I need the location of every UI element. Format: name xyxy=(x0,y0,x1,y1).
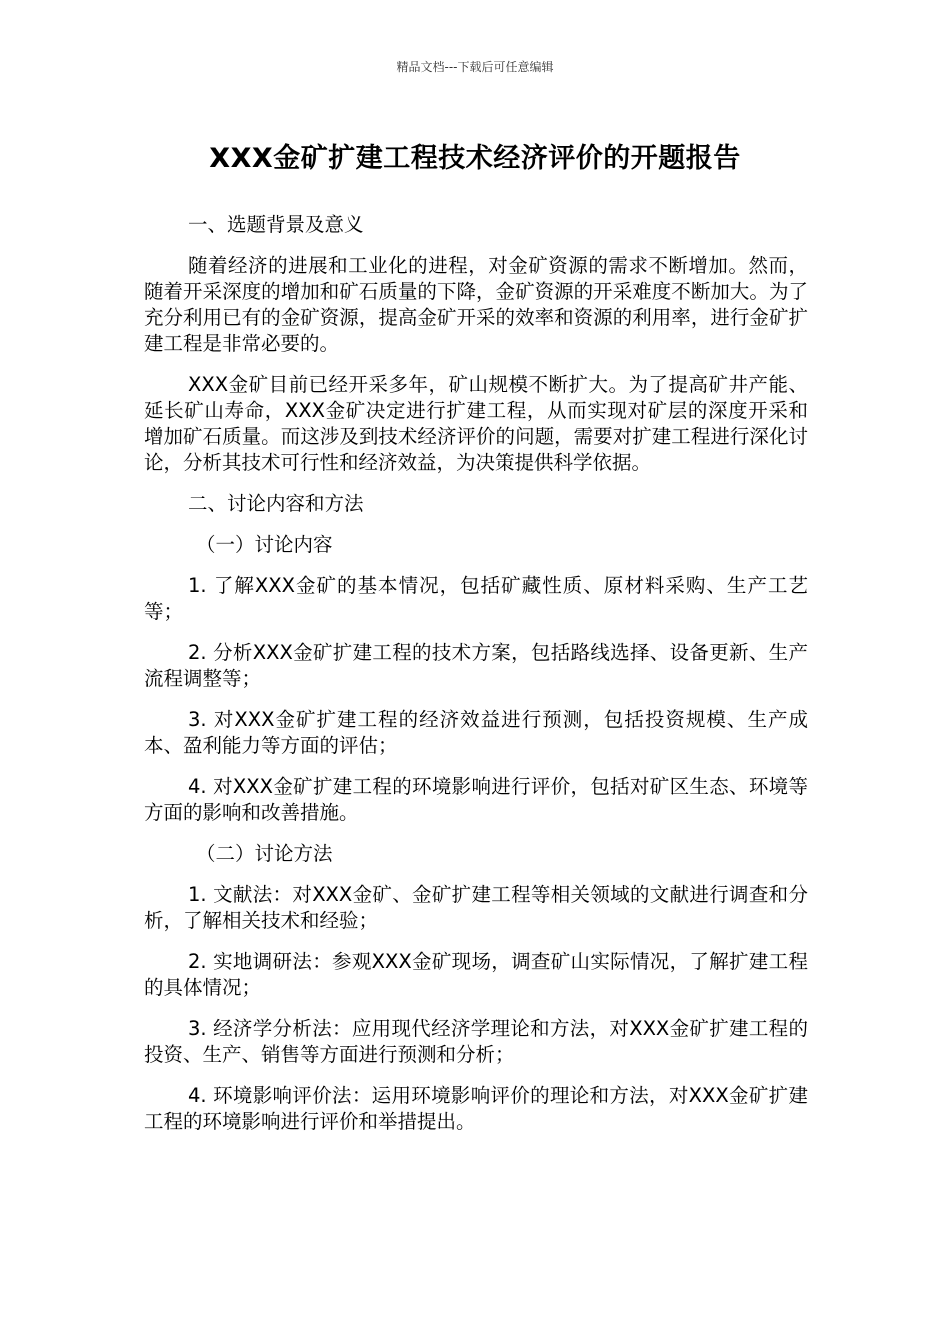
header-note: 精品文档---下载后可任意编辑 xyxy=(396,60,554,74)
list-item: 1. 了解XXX金矿的基本情况，包括矿藏性质、原材料采购、生产工艺等； xyxy=(144,574,808,623)
paragraph: 随着经济的进展和工业化的进程，对金矿资源的需求不断增加。然而，随着开采深度的增加和矿石质量的下降，金矿资源的开采难度不断加大。为了充分利用已有的金矿资源，提高金矿开采的效率和资源的利用率，进行金矿扩建工程是非常必要的。 xyxy=(144,254,808,355)
document-title: XXX金矿扩建工程技术经济评价的开题报告 xyxy=(209,143,741,174)
list-item: 4. 环境影响评价法：运用环境影响评价的理论和方法，对XXX金矿扩建工程的环境影响进行评价和举措提出。 xyxy=(144,1084,808,1133)
paragraph: XXX金矿目前已经开采多年，矿山规模不断扩大。为了提高矿井产能、延长矿山寿命，XXX金矿决定进行扩建工程，从而实现对矿层的深度开采和增加矿石质量。而这涉及到技术经济评价的问题，需要对扩建工程进行深化讨论，分析其技术可行性和经济效益，为决策提供科学依据。 xyxy=(144,373,808,474)
list-item: 2. 实地调研法：参观XXX金矿现场，调查矿山实际情况，了解扩建工程的具体情况； xyxy=(144,950,808,999)
list-item: 3. 经济学分析法：应用现代经济学理论和方法，对XXX金矿扩建工程的投资、生产、销售等方面进行预测和分析； xyxy=(144,1017,808,1066)
section-heading-content-methods: 二、讨论内容和方法 xyxy=(188,492,364,515)
subsection-heading-content: （一）讨论内容 xyxy=(196,533,333,556)
list-item: 2. 分析XXX金矿扩建工程的技术方案，包括路线选择、设备更新、生产流程调整等； xyxy=(144,641,808,690)
section-heading-background: 一、选题背景及意义 xyxy=(188,213,364,236)
list-item: 4. 对XXX金矿扩建工程的环境影响进行评价，包括对矿区生态、环境等方面的影响和改善措施。 xyxy=(144,775,808,824)
list-item: 3. 对XXX金矿扩建工程的经济效益进行预测，包括投资规模、生产成本、盈利能力等方面的评估； xyxy=(144,708,808,757)
document-body xyxy=(144,212,808,1150)
subsection-heading-methods: （二）讨论方法 xyxy=(196,842,333,865)
list-item: 1. 文献法：对XXX金矿、金矿扩建工程等相关领域的文献进行调查和分析，了解相关技术和经验； xyxy=(144,883,808,932)
